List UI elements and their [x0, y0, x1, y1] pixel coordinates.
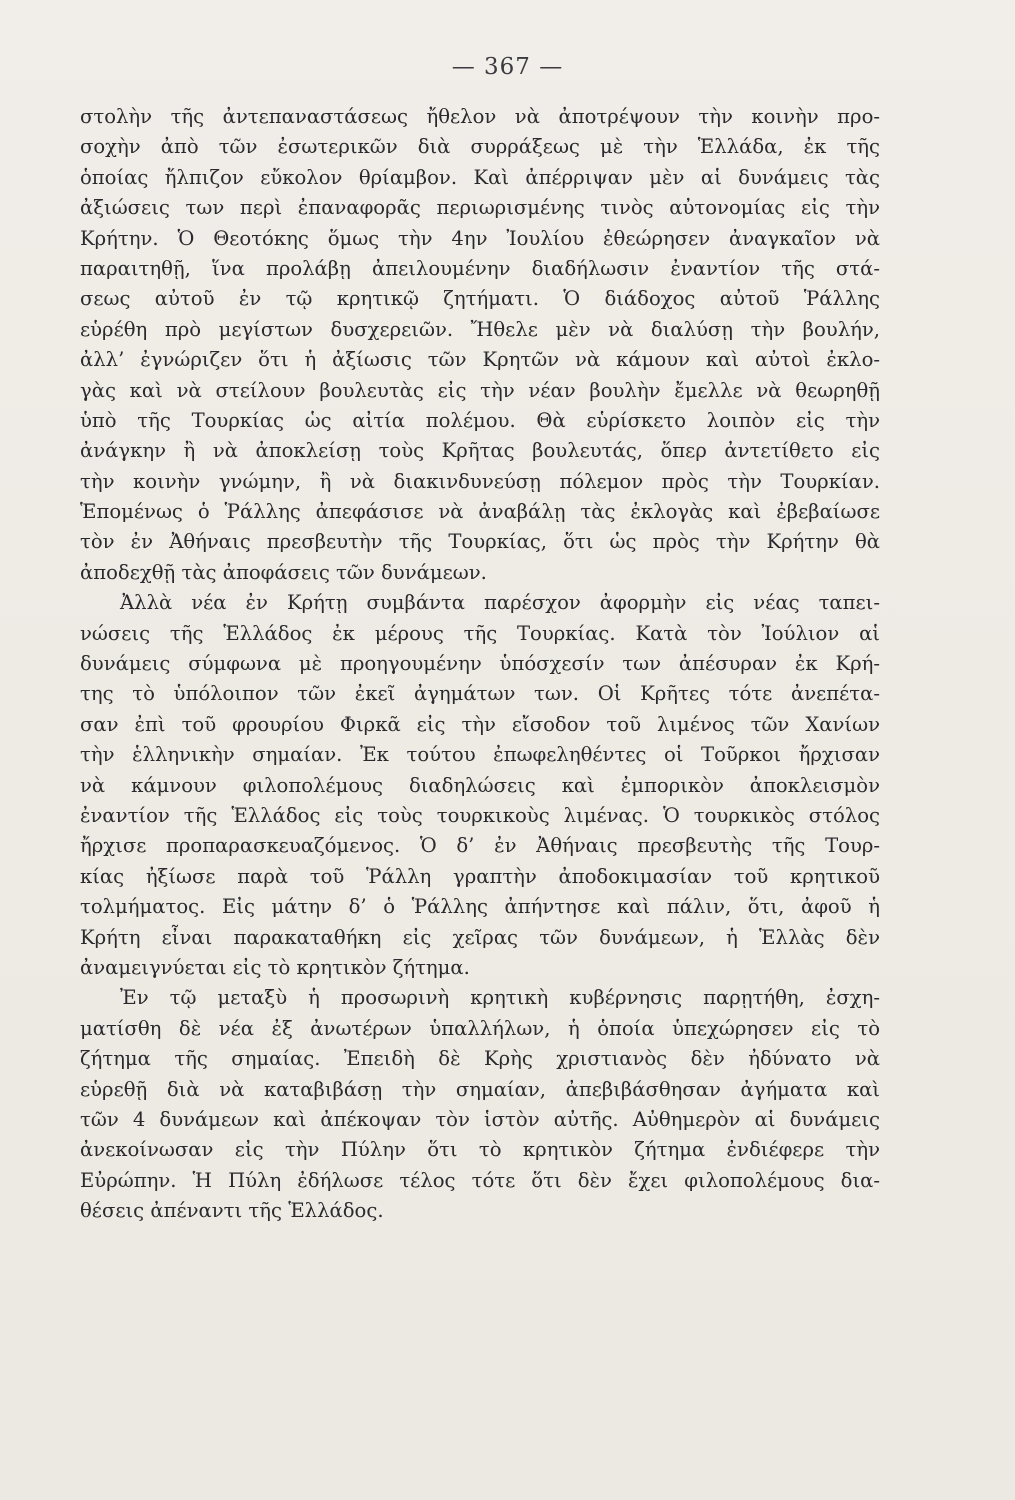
text-line: Ἀλλὰ νέα ἐν Κρήτῃ συμβάντα παρέσχον ἀφορμὴν εἰς νέας ταπει- [120, 591, 880, 615]
text-line: εὑρεθῇ διὰ νὰ καταβιβάσῃ τὴν σημαίαν, ἀπεβιβάσθησαν ἀγήματα καὶ [80, 1077, 880, 1101]
text-line: ἤρχισε προπαρασκευαζόμενος. Ὁ δ’ ἐν Ἀθήναις πρεσβευτὴς τῆς Τουρ- [80, 834, 880, 858]
text-line: ὑπὸ τῆς Τουρκίας ὡς αἰτία πολέμου. Θὰ εὑρίσκετο λοιπὸν εἰς τὴν [80, 408, 880, 432]
text-line: κίας ἠξίωσε παρὰ τοῦ Ῥάλλη γραπτὴν ἀποδοκιμασίαν τοῦ κρητικοῦ [80, 864, 880, 888]
text-line: τὸν ἐν Ἀθήναις πρεσβευτὴν τῆς Τουρκίας, ὅτι ὡς πρὸς τὴν Κρήτην θὰ [80, 530, 880, 554]
text-line: γὰς καὶ νὰ στείλουν βουλευτὰς εἰς τὴν νέαν βουλὴν ἔμελλε νὰ θεωρηθῇ [80, 378, 880, 402]
body-text [80, 102, 880, 1226]
text-line: τολμήματος. Εἰς μάτην δ’ ὁ Ῥάλλης ἀπήντησε καὶ πάλιν, ὅτι, ἀφοῦ ἡ [80, 895, 880, 919]
text-line: της τὸ ὑπόλοιπον τῶν ἐκεῖ ἀγημάτων των. Οἱ Κρῆτες τότε ἀνεπέτα- [80, 682, 880, 706]
text-line: ζήτημα τῆς σημαίας. Ἐπειδὴ δὲ Κρὴς χριστιανὸς δὲν ἠδύνατο νὰ [80, 1047, 880, 1071]
text-line: σοχὴν ἀπὸ τῶν ἐσωτερικῶν διὰ συρράξεως μὲ τὴν Ἑλλάδα, ἐκ τῆς [80, 135, 880, 159]
paragraph-3 [80, 983, 880, 1226]
text-line: Ἑπομένως ὁ Ῥάλλης ἀπεφάσισε νὰ ἀναβάλῃ τὰς ἐκλογὰς καὶ ἐβεβαίωσε [80, 500, 880, 524]
text-line: τὴν ἑλληνικὴν σημαίαν. Ἐκ τούτου ἐπωφεληθέντες οἱ Τοῦρκοι ἤρχισαν [80, 743, 880, 767]
text-line: τῶν 4 δυνάμεων καὶ ἀπέκοψαν τὸν ἱστὸν αὐτῆς. Αὐθημερὸν αἱ δυνάμεις [80, 1107, 880, 1131]
text-line: ἀνάγκην ἢ νὰ ἀποκλείσῃ τοὺς Κρῆτας βουλευτάς, ὅπερ ἀντετίθετο εἰς [80, 439, 880, 463]
text-line: ἀναμειγνύεται εἰς τὸ κρητικὸν ζήτημα. [80, 955, 470, 979]
page-number: — 367 — [451, 54, 564, 80]
text-line: θέσεις ἀπέναντι τῆς Ἑλλάδος. [80, 1199, 384, 1223]
paragraph-2 [80, 588, 880, 983]
text-line: ἐναντίον τῆς Ἑλλάδος εἰς τοὺς τουρκικοὺς λιμένας. Ὁ τουρκικὸς στόλος [80, 803, 880, 827]
text-line: Εὐρώπην. Ἡ Πύλη ἐδήλωσε τέλος τότε ὅτι δὲν ἔχει φιλοπολέμους δια- [80, 1168, 880, 1192]
text-line: Κρήτη εἶναι παρακαταθήκη εἰς χεῖρας τῶν δυνάμεων, ἡ Ἑλλὰς δὲν [80, 925, 880, 949]
paragraph-1 [80, 102, 880, 588]
text-line: σεως αὐτοῦ ἐν τῷ κρητικῷ ζητήματι. Ὁ διάδοχος αὐτοῦ Ῥάλλης [80, 287, 880, 311]
text-line: νώσεις τῆς Ἑλλάδος ἐκ μέρους τῆς Τουρκίας. Κατὰ τὸν Ἰούλιον αἱ [80, 621, 880, 645]
text-line: δυνάμεις σύμφωνα μὲ προηγουμένην ὑπόσχεσίν των ἀπέσυραν ἐκ Κρή- [80, 652, 880, 676]
text-line: ἀποδεχθῇ τὰς ἀποφάσεις τῶν δυνάμεων. [80, 560, 487, 584]
text-line: εὑρέθη πρὸ μεγίστων δυσχερειῶν. Ἤθελε μὲν νὰ διαλύσῃ τὴν βουλήν, [80, 317, 880, 341]
text-line: παραιτηθῇ, ἵνα προλάβῃ ἀπειλουμένην διαδήλωσιν ἐναντίον τῆς στά- [80, 256, 880, 280]
text-line: νὰ κάμνουν φιλοπολέμους διαδηλώσεις καὶ ἐμπορικὸν ἀποκλεισμὸν [80, 773, 880, 797]
text-line: ὁποίας ἤλπιζον εὔκολον θρίαμβον. Καὶ ἀπέρριψαν μὲν αἱ δυνάμεις τὰς [80, 165, 880, 189]
text-line: στολὴν τῆς ἀντεπαναστάσεως ἤθελον νὰ ἀποτρέψουν τὴν κοινὴν προ- [80, 105, 880, 128]
text-line: τὴν κοινὴν γνώμην, ἢ νὰ διακινδυνεύσῃ πόλεμον πρὸς τὴν Τουρκίαν. [80, 469, 880, 493]
text-line: Κρήτην. Ὁ Θεοτόκης ὅμως τὴν 4ην Ἰουλίου ἐθεώρησεν ἀναγκαῖον νὰ [80, 226, 880, 250]
text-line: σαν ἐπὶ τοῦ φρουρίου Φιρκᾶ εἰς τὴν εἴσοδον τοῦ λιμένος τῶν Χανίων [80, 712, 880, 736]
text-line: Ἐν τῷ μεταξὺ ἡ προσωρινὴ κρητικὴ κυβέρνησις παρῃτήθη, ἐσχη- [120, 986, 880, 1010]
text-line: ματίσθη δὲ νέα ἐξ ἀνωτέρων ὑπαλλήλων, ἡ ὁποία ὑπεχώρησεν εἰς τὸ [80, 1016, 880, 1040]
text-line: ἀξιώσεις των περὶ ἐπαναφορᾶς περιωρισμένης τινὸς αὐτονομίας εἰς τὴν [80, 196, 880, 220]
text-line: ἀλλ’ ἐγνώριζεν ὅτι ἡ ἀξίωσις τῶν Κρητῶν νὰ κάμουν καὶ αὐτοὶ ἐκλο- [80, 348, 880, 372]
text-line: ἀνεκοίνωσαν εἰς τὴν Πύλην ὅτι τὸ κρητικὸν ζήτημα ἐνδιέφερε τὴν [80, 1138, 880, 1162]
